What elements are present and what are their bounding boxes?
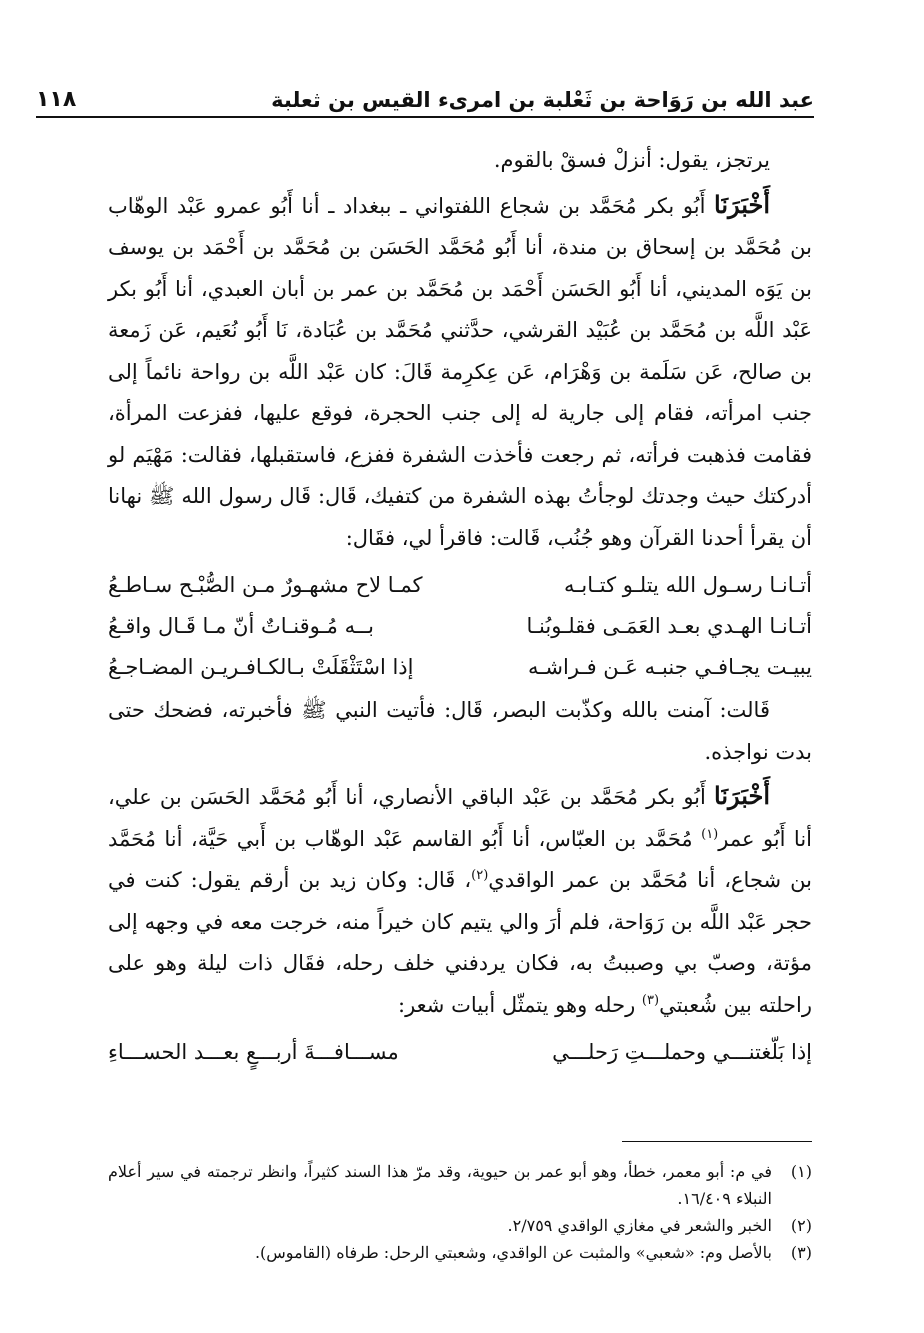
poem-2 xyxy=(108,1032,812,1073)
footnote-ref-1[interactable]: (١) xyxy=(701,826,719,842)
footnote-number: (٣) xyxy=(790,1243,812,1262)
paragraph-2 xyxy=(108,184,812,560)
main-text xyxy=(108,140,812,1075)
paragraph-3: قَالت: آمنت بالله وكذّبت البصر، قَال: فأتيت النبي ﷺ فأخبرته، فضحك حتى بدت نواجذه. xyxy=(108,698,812,764)
footnote-ref-2[interactable]: (٢) xyxy=(471,868,489,883)
footnote-ref-3[interactable]: (٣) xyxy=(641,992,660,1008)
footnote-number: (١) xyxy=(790,1162,812,1181)
paragraph-4-text-a: أَبُو بكر مُحَمَّد بن عَبْد الباقي الأنصاري، أنا أَبُو مُحَمَّد الحَسَن بن علي، أنا أَبُو عمر xyxy=(108,785,812,851)
footnote-text: الخبر والشعر في مغازي الواقدي ٢/٧٥٩. xyxy=(507,1216,772,1235)
footnote-text: في م: أبو معمر، خطأ، وهو أبو عمر بن حيوية، وقد مرّ هذا السند كثيراً، وانظر ترجمته في سير أعلام النبلاء ١٦/٤٠٩. xyxy=(108,1162,773,1208)
verse-second-hemistich: مســـافـــةَ أربـــعٍ بعـــد الحســـاءِ xyxy=(108,1040,399,1064)
verse-second-hemistich: بــه مُـوقنـاتٌ أنّ مـا قَـال واقـعُ xyxy=(108,614,374,638)
footnotes xyxy=(108,1158,812,1266)
verse-line xyxy=(108,606,812,647)
paragraph-1: يرتجز، يقول: أنزلْ فسقْ بالقوم. xyxy=(493,148,770,172)
footnote-number: (٢) xyxy=(790,1216,812,1235)
verse-second-hemistich: إذا اسْتَثْقَلَتْ بـالكـافـريـن المضـاجـعُ xyxy=(108,655,414,679)
verse-second-hemistich: كمـا لاح مشهـورٌ مـن الصُّبْـح سـاطـعُ xyxy=(108,573,423,597)
paragraph-2-text: أَبُو بكر مُحَمَّد بن شجاع اللفتواني ـ ببغداد ـ أنا أَبُو عمرو عَبْد الوهّاب بن مُحَمَّد بن إسحاق بن مندة، أنا أَبُو مُحَمَّد الحَسَن بن مُحَمَّد بن أَحْمَد بن يوسف بن يَوَه المديني، أنا أَبُو الحَسَن أَحْمَد بن مُحَمَّد بن عمر بن أبان العبدي، أنا أَبُو بكر عَبْد اللَّه بن مُحَمَّد بن عُبَيْد القرشي، حدَّثني مُحَمَّد بن عُبَادة، نَا أَبُو نُعَيم، عَن زَمعة بن صالح، عَن سَلَمة بن وَهْرَام، عَن عِكرِمة قَالَ: كان عَبْد اللَّه بن رواحة نائماً إلى جنب امرأته، فقام إلى جارية له إلى جنب الحجرة، فوقع عليها، ففزعت المرأة، فقامت فذهبت فرأته، ثم رجعت فأخذت الشفرة ففزع، فاستقبلها، فقالت: مَهْيَم لو أدركتك حيث وجدتك لوجأتُ بهذه الشفرة من كتفيك، قَال: قَال رسول الله ﷺ نهانا أن يقرأ أحدنا القرآن وهو جُنُب، قَالت: فاقرأ لي، فقَال: xyxy=(108,193,812,550)
verse-line xyxy=(108,565,812,606)
footnote-1 xyxy=(108,1158,812,1212)
verse-first-hemistich: إذا بَلّغتنـــي وحملـــتِ رَحلـــي xyxy=(552,1040,812,1064)
verse-line xyxy=(108,647,812,688)
footnote-3 xyxy=(108,1239,812,1266)
paragraph-4-text-d: رحله وهو يتمثّل أبيات شعر: xyxy=(398,992,642,1017)
paragraph-4 xyxy=(108,775,812,1026)
paragraph-4-text-b: مُحَمَّد بن العبّاس، أنا أَبُو القاسم عَبْد الوهّاب بن أَبي حَيَّة، أنا مُحَمَّد بن شجاع، أنا مُحَمَّد بن عمر الواقدي xyxy=(108,826,813,892)
verse-line xyxy=(108,1032,812,1073)
paragraph-4-text-c: ، قَال: وكان زيد بن أرقم يقول: كنت في حجر عَبْد اللَّه بن رَوَاحة، فلم أرَ والي يتيم كان خيراً منه، خرجت معه في وجهه إلى مؤتة، وصبّ بي وصببتُ به، فكان يردفني خلف رحله، فقَال ذات ليلة وهو على راحلته بين شُعبتي xyxy=(108,868,812,1017)
header-title: عبد الله بن رَوَاحة بن ثَعْلبة بن امرىء القيس بن ثعلبة xyxy=(271,88,814,112)
verse-first-hemistich: أتـانـا الهـدي بعـد العَمَـى فقلـوبُنـا xyxy=(526,614,812,638)
footnote-2 xyxy=(108,1212,812,1239)
poem-1 xyxy=(108,565,812,688)
page-number: ١١٨ xyxy=(36,87,77,112)
footnote-text: بالأصل وم: «شعبي» والمثبت عن الواقدي، وشعبتي الرحل: طرفاه (القاموس). xyxy=(254,1243,772,1262)
akhbarana-keyword: أَخْبَرَنَا xyxy=(714,781,770,810)
akhbarana-keyword: أَخْبَرَنَا xyxy=(714,189,770,219)
footnote-separator xyxy=(622,1141,812,1142)
running-header xyxy=(36,78,814,118)
verse-first-hemistich: أتـانـا رسـول الله يتلـو كتـابـه xyxy=(563,573,812,597)
verse-first-hemistich: يبيـت يجـافـي جنبـه عَـن فـراشـه xyxy=(528,655,812,679)
